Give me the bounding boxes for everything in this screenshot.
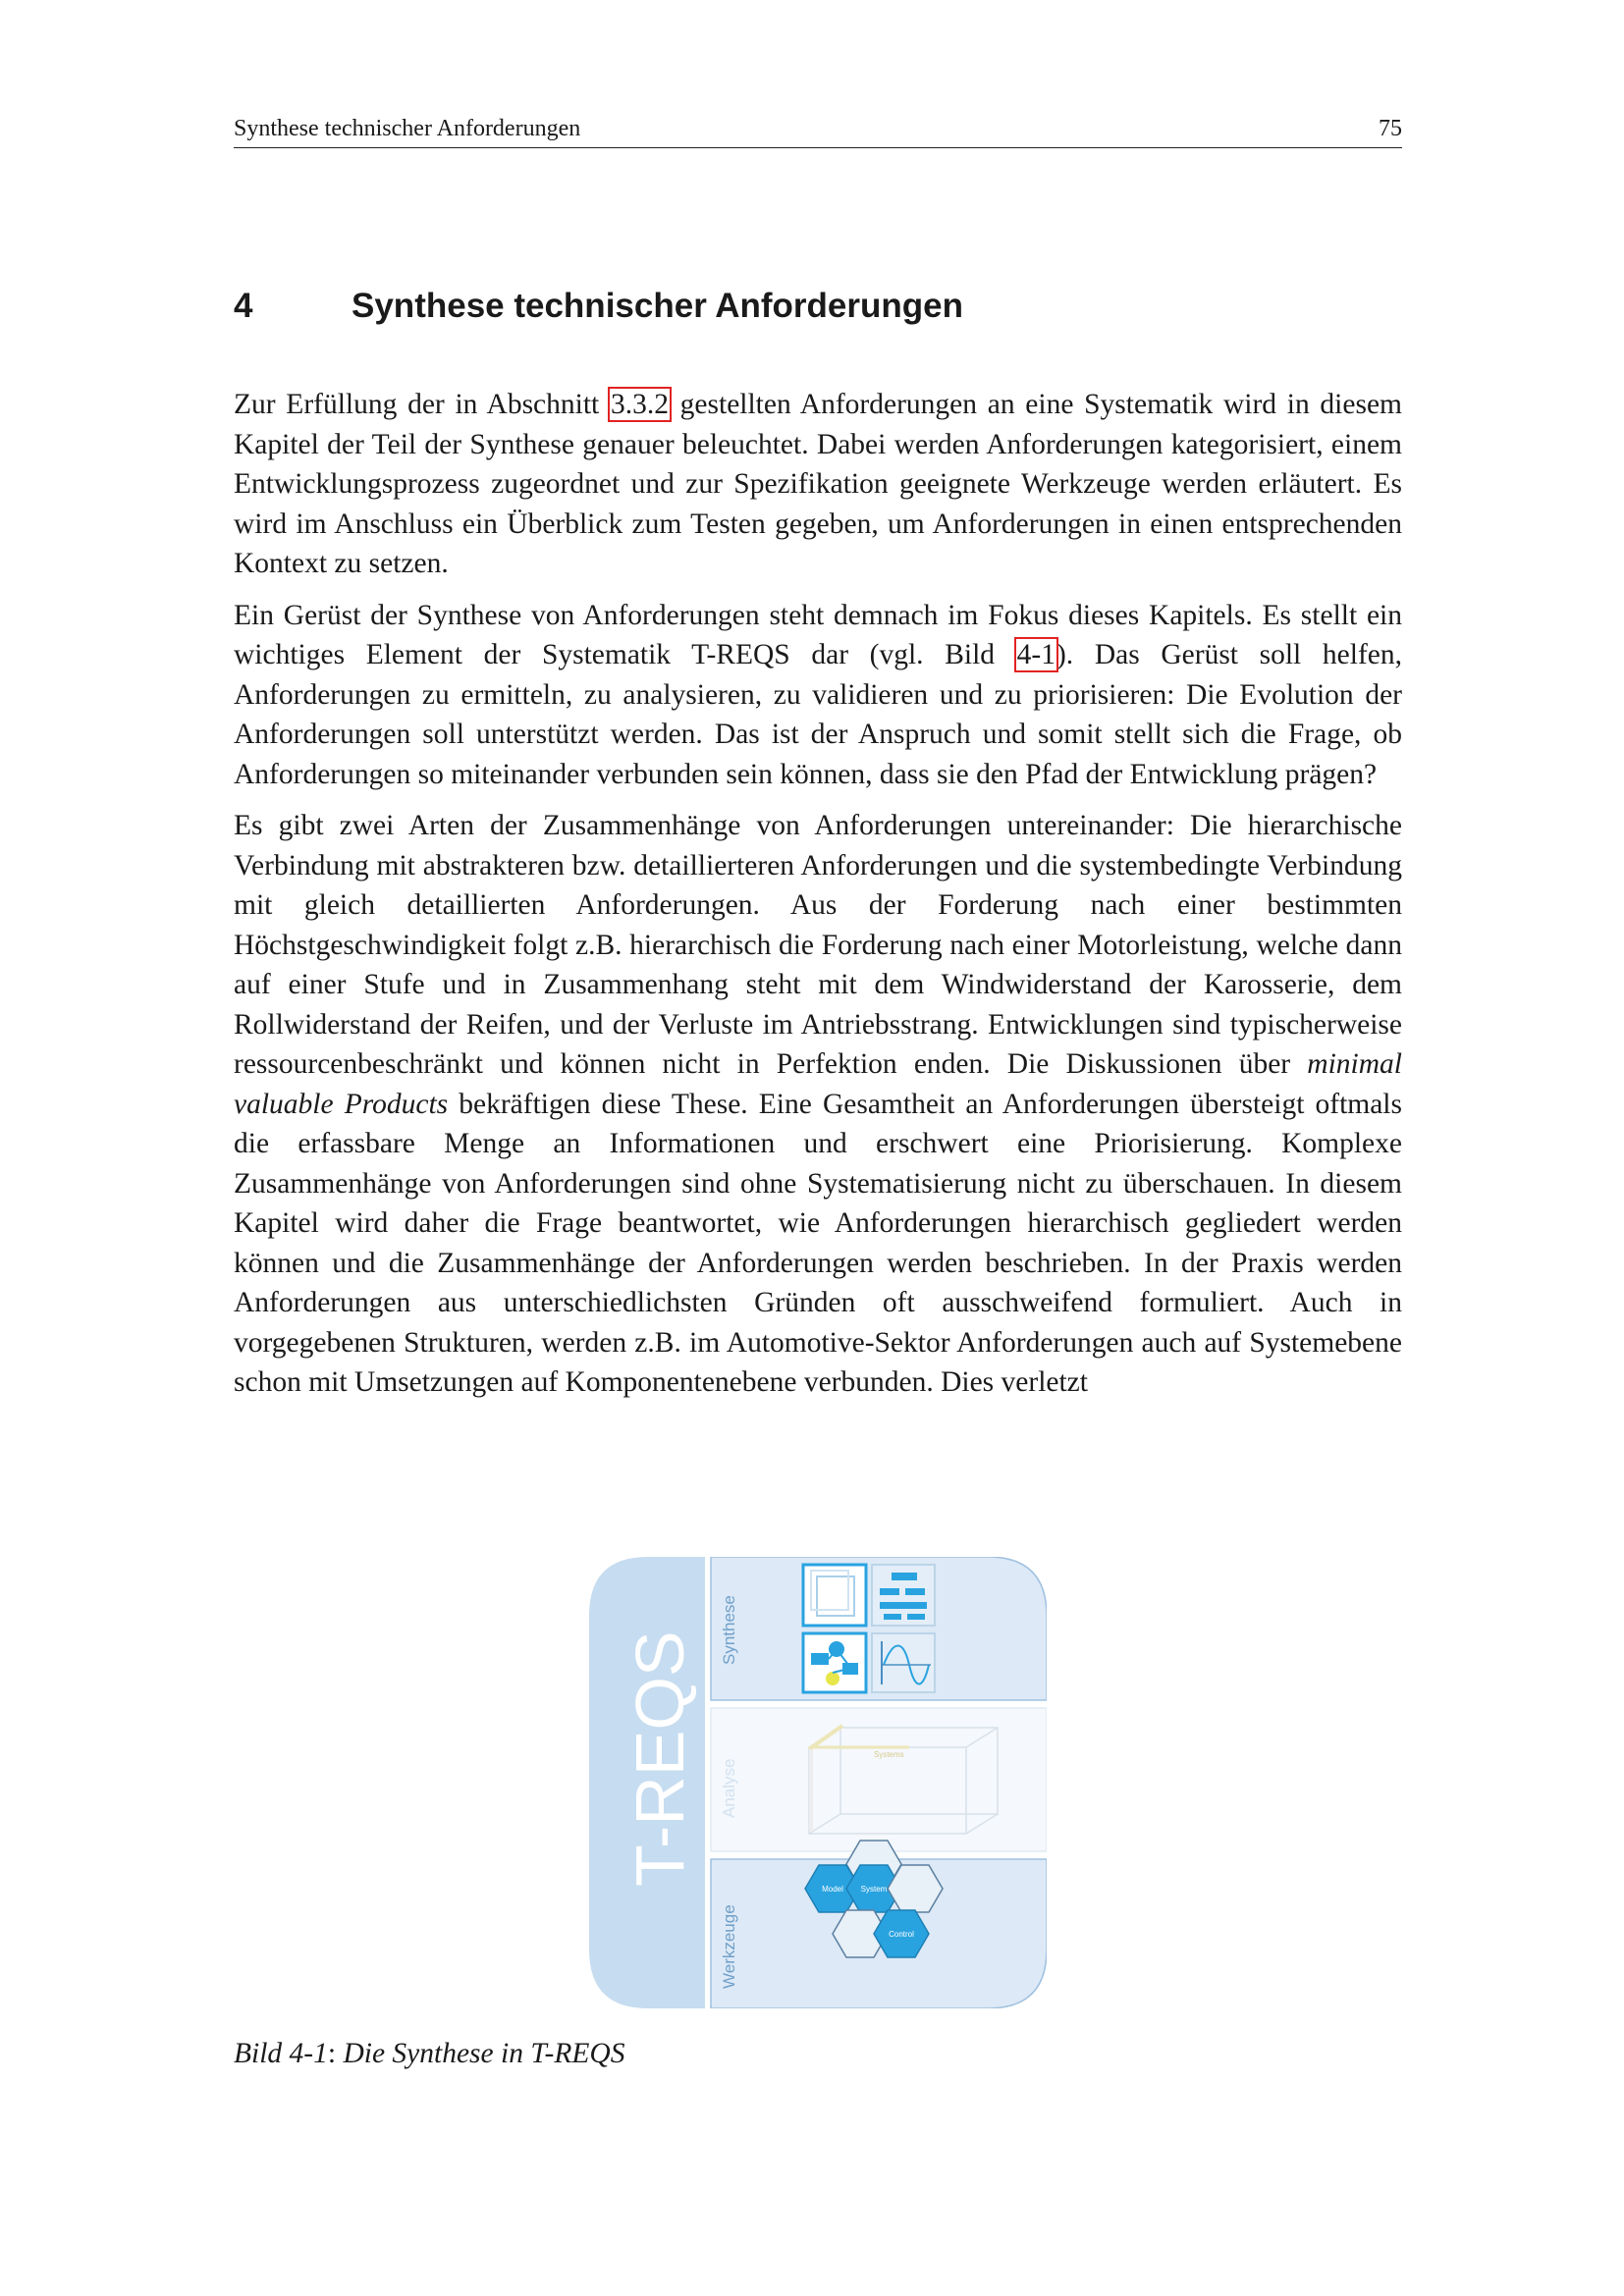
figure-t-reqs xyxy=(589,1557,1047,2008)
running-header xyxy=(234,112,1402,148)
hex-label-control: Control xyxy=(889,1930,914,1939)
caption-separator: : xyxy=(327,2038,344,2069)
body-text xyxy=(234,385,1402,1415)
hex-label-system: System xyxy=(860,1885,888,1894)
synthese-label: Synthese xyxy=(720,1595,738,1665)
paragraph-1-text-b: gestellten Anforderungen an eine Systematik wird in diesem Kapitel der Teil der Synthese genauer beleuchtet. Dabei werden Anforderungen kategorisiert, einem Entwicklungsprozess zugeordnet und zur Spezifikation geeignete Werkzeuge werden erläutert. Es wird im Anschluss ein Überblick zum Testen gegeben, um Anforderungen in einen entsprechenden Kontext zu setzen. xyxy=(234,389,1402,579)
paragraph-2-text-b: ). Das Gerüst soll helfen, Anforderungen zu ermitteln, zu analysieren, zu validieren und zu priorisieren: Die Evolution der Anforderungen soll unterstützt werden. Das ist der Anspruch und somit stellt sich die Frage, ob Anforderungen so miteinander verbunden sein können, dass sie den Pfad der Entwicklung prägen? xyxy=(234,639,1402,790)
network-icon xyxy=(803,1633,866,1692)
paragraph-1 xyxy=(234,385,1402,584)
werkzeuge-label: Werkzeuge xyxy=(720,1904,738,1989)
chapter-title: Synthese technischer Anforderungen xyxy=(352,287,963,325)
hex-label-model: Model xyxy=(822,1885,843,1894)
analyse-label: Analyse xyxy=(720,1758,738,1818)
chapter-number: 4 xyxy=(234,287,253,325)
paragraph-3-text-b: bekräftigen diese These. Eine Gesamtheit an Anforderungen übersteigt oftmals die erfassbare Menge an Informationen und erschwert eine Priorisierung. Komplexe Zusammenhänge von Anforderungen sind ohne Systematisierung nicht zu überschauen. In diesem Kapitel wird daher die Frage beantwortet, wie Anforderungen hierarchisch gegliedert werden können und die Zusammenhänge der Anforderungen werden beschrieben. In der Praxis werden Anforderungen aus unterschiedlichsten Gründen oft ausschweifend formuliert. Auch in vorgegebenen Strukturen, werden z.B. im Automotive-Sektor Anforderungen auch auf Systemebene schon mit Umsetzungen auf Komponentenebene verbunden. Dies verletzt xyxy=(234,1088,1402,1398)
paragraph-3-text-a: Es gibt zwei Arten der Zusammenhänge von Anforderungen untereinander: Die hierarchische Verbindung mit abstrakteren bzw. detaillierteren Anforderungen und die systembedingte Verbindung mit gleich detaillierten Anforderungen. Aus der Forderung nach einer bestimmten Höchstgeschwindigkeit folgt z.B. hierarchisch die Forderung nach einer Motorleistung, welche dann auf einer Stufe und in Zusammenhang steht mit dem Windwiderstand der Karosserie, dem Rollwiderstand der Reifen, und der Verluste im Antriebsstrang. Entwicklungen sind typischerweise ressourcenbeschränkt und können nicht in Perfektion enden. Die Diskussionen über xyxy=(234,810,1402,1080)
paragraph-2 xyxy=(234,596,1402,795)
chapter-heading xyxy=(234,287,1402,326)
caption-label: Bild 4-1 xyxy=(234,2038,328,2069)
analyse-panel xyxy=(711,1708,1047,1851)
paragraph-1-text-a: Zur Erfüllung der in Abschnitt xyxy=(234,389,610,420)
figure-caption xyxy=(234,2038,624,2070)
wave-icon xyxy=(872,1633,935,1692)
paragraph-2-text-a: Ein Gerüst der Synthese von Anforderungen steht demnach im Fokus dieses Kapitels. Es stellt ein wichtiges Element der Systematik T-REQS dar (vgl. Bild xyxy=(234,599,1402,670)
hierarchy-icon xyxy=(872,1565,935,1626)
paragraph-3 xyxy=(234,806,1402,1403)
t-reqs-brand: T-REQS xyxy=(622,1630,698,1887)
paragraph-3-emphasis: minimal valuable Products xyxy=(234,1048,1402,1120)
stack-icon xyxy=(803,1565,866,1626)
running-title: Synthese technischer Anforderungen xyxy=(234,116,581,141)
figure-reference-link[interactable]: 4-1 xyxy=(1016,639,1056,670)
page-number: 75 xyxy=(1379,116,1402,141)
analyse-axis-label: Systems xyxy=(874,1750,904,1759)
t-reqs-diagram xyxy=(589,1557,1047,2008)
section-reference-link[interactable]: 3.3.2 xyxy=(610,389,669,420)
caption-text: Die Synthese in T-REQS xyxy=(343,2038,625,2069)
